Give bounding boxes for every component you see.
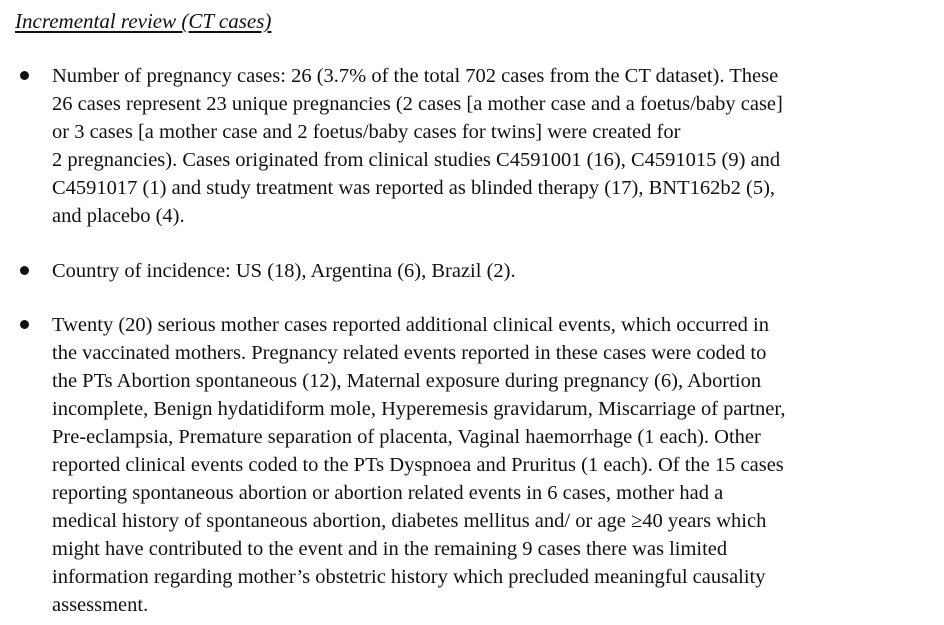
text-line: and placebo (4). (52, 205, 185, 227)
text-line: the vaccinated mothers. Pregnancy related events reported in these cases were coded to (52, 342, 767, 364)
text-line: C4591017 (1) and study treatment was reported as blinded therapy (17), BNT162b2 (5), (52, 177, 776, 199)
text-line: information regarding mother’s obstetric history which precluded meaningful causality (52, 566, 766, 588)
text-line: Pre-eclampsia, Premature separation of placenta, Vaginal haemorrhage (1 each). Other (52, 426, 761, 448)
text-line: 26 cases represent 23 unique pregnancies (2 cases [a mother case and a foetus/baby case] (52, 93, 783, 115)
text-line: 2 pregnancies). Cases originated from clinical studies C4591001 (16), C4591015 (9) and (52, 149, 781, 171)
text-line: incomplete, Benign hydatidiform mole, Hyperemesis gravidarum, Miscarriage of partner, (52, 398, 786, 420)
text-line: might have contributed to the event and in the remaining 9 cases there was limited (52, 538, 728, 560)
section-heading: Incremental review (CT cases) (15, 9, 272, 33)
bullet-dot-icon (20, 320, 29, 329)
text-line: the PTs Abortion spontaneous (12), Maternal exposure during pregnancy (6), Abortion (52, 370, 762, 392)
bullet-dot-icon (20, 266, 29, 275)
text-line: reported clinical events coded to the PTs Dyspnoea and Pruritus (1 each). Of the 15 cases (52, 454, 784, 476)
text-line: medical history of spontaneous abortion, diabetes mellitus and/ or age ≥40 years which (52, 510, 767, 532)
text-line: assessment. (52, 594, 149, 616)
bullet-dot-icon (20, 71, 29, 80)
text-line: Number of pregnancy cases: 26 (3.7% of the total 702 cases from the CT dataset). These (52, 65, 779, 87)
text-line: or 3 cases [a mother case and 2 foetus/baby cases for twins] were created for (52, 121, 681, 143)
text-line: Twenty (20) serious mother cases reported additional clinical events, which occurred in (52, 314, 769, 336)
text-line: reporting spontaneous abortion or abortion related events in 6 cases, mother had a (52, 482, 724, 504)
text-line: Country of incidence: US (18), Argentina (6), Brazil (2). (52, 260, 516, 282)
